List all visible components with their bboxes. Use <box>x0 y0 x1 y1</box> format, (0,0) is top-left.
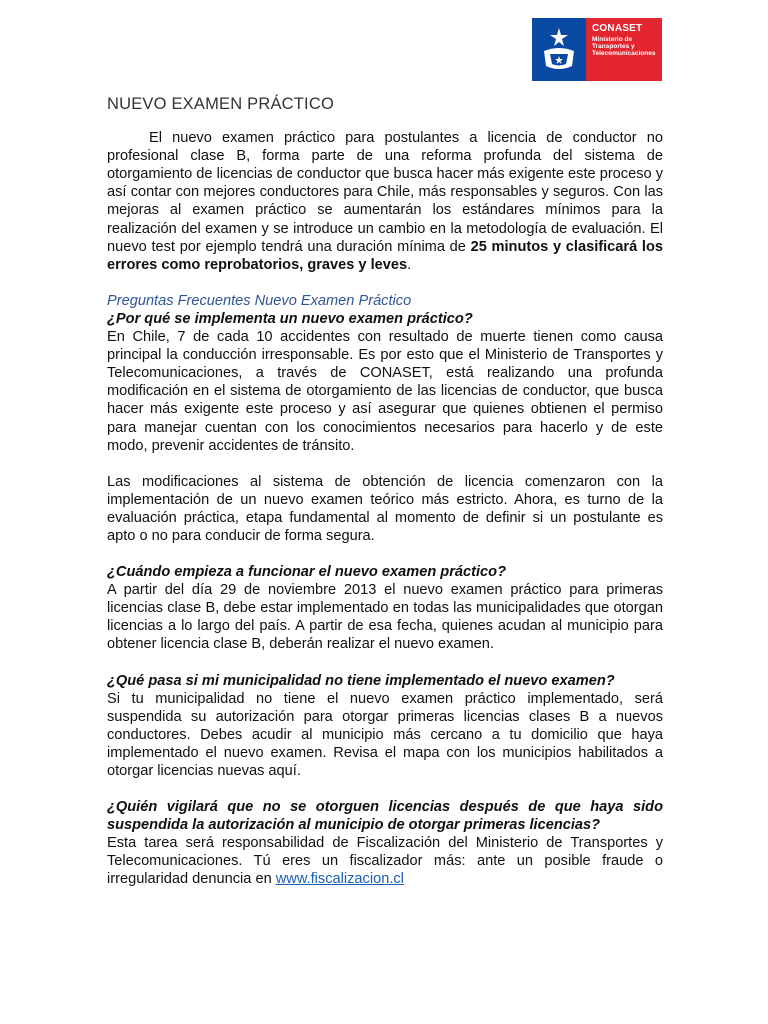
answer-4-text: Esta tarea será responsabilidad de Fiscalización del Ministerio de Transportes y Telecomunicaciones. Tú eres un fiscalizador más: ante un posible fraude o irregularidad denuncia en <box>107 835 663 888</box>
answer-1-paragraph-2: Las modificaciones al sistema de obtención de licencia comenzaron con la implementación de un nuevo examen teórico más estricto. Ahora, es turno de la evaluación práctica, etapa fundamental al momento de definir si un postulante es apto o no para conducir de forma segura. <box>107 473 663 544</box>
faq-heading: Preguntas Frecuentes Nuevo Examen Práctico <box>107 292 412 309</box>
page-title: NUEVO EXAMEN PRÁCTICO <box>107 95 334 113</box>
intro-bold-text: 25 minutos y clasificará los errores como reprobatorios, graves y leves <box>107 238 663 273</box>
conaset-logo <box>532 18 662 81</box>
logo-subtitle-line: Ministerio de <box>592 36 633 43</box>
answer-2: A partir del día 29 de noviembre 2013 el nuevo examen práctico para primeras licencias clase B, debe estar implementado en todas las municipalidades que otorgan licencias a lo largo del país. A partir de esa fecha, quienes acudan al municipio para obtener licencia clase B, deberán realizar el nuevo examen. <box>107 582 663 653</box>
logo-subtitle-line: Telecomunicaciones <box>592 50 656 57</box>
intro-text: El nuevo examen práctico para postulantes a licencia de conductor no profesional clase B, forma parte de una reforma profunda del sistema de otorgamiento de licencias de conductor que busca hacer más exigente este proceso y así contar con mejores conductores para Chile, más responsables y seguros. Con las mejoras al examen práctico se aumentarán los estándares mínimos para la realización del examen y se introduce un cambio en la metodología de evaluación. El nuevo test por ejemplo tendrá una duración mínima de <box>107 130 663 255</box>
answer-1-paragraph-1: En Chile, 7 de cada 10 accidentes con resultado de muerte tienen como causa principal la conducción irresponsable. Es por esto que el Ministerio de Transportes y Telecomunicaciones, a través de CONASET, está realizando una profunda modificación en el sistema de otorgamiento de las licencias de conductor, que busca hacer más exigente este proceso y así asegurar que quienes obtienen el permiso para manejar cuentan con los conocimientos necesarios para hacerlo y de este modo, prevenir accidentes de tránsito. <box>107 329 663 454</box>
answer-3: Si tu municipalidad no tiene el nuevo examen práctico implementado, será suspendida su autorización para otorgar primeras licencias clases B a nuevos conductores. Debes acudir al municipio más cercano a tu domicilio que haya implementado el nuevo examen. Revisa el mapa con los municipios habilitados a otorgar licencias nuevas aquí. <box>107 690 663 779</box>
answer-4 <box>107 834 663 888</box>
fiscalizacion-link[interactable]: www.fiscalizacion.cl <box>275 871 404 888</box>
document-body <box>107 88 663 889</box>
intro-paragraph <box>107 129 663 274</box>
chile-coat-of-arms-icon <box>532 18 586 81</box>
question-2: ¿Cuándo empieza a funcionar el nuevo examen práctico? <box>107 564 506 581</box>
logo-subtitle <box>592 36 662 57</box>
question-3: ¿Qué pasa si mi municipalidad no tiene implementado el nuevo examen? <box>107 672 615 689</box>
logo-text-block <box>586 18 662 81</box>
question-1: ¿Por qué se implementa un nuevo examen práctico? <box>107 310 473 327</box>
intro-end: . <box>407 256 412 273</box>
logo-brand: CONASET <box>592 23 643 34</box>
logo-subtitle-line: Transportes y <box>592 43 635 50</box>
question-4: ¿Quién vigilará que no se otorguen licencias después de que haya sido suspendida la autorización al municipio de otorgar primeras licencias? <box>107 799 663 834</box>
